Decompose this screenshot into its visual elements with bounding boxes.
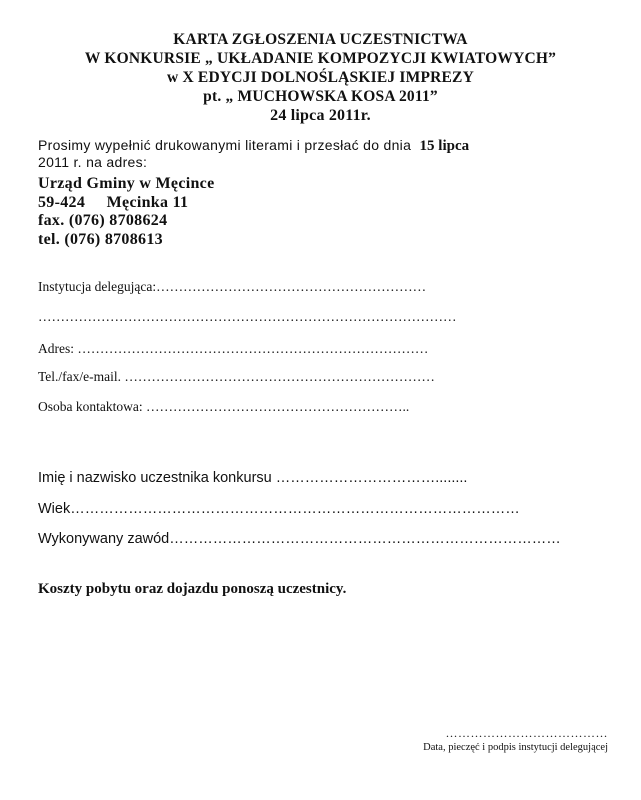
profession-field[interactable]: Wykonywany zawód……………………………………………………………………… [38,531,561,547]
instructions [38,137,618,170]
event-date: 24 lipca 2011r. [270,107,371,124]
street: Męcinka 11 [106,193,189,211]
contact-person-field[interactable]: Osoba kontaktowa: ………………………………………………….. [38,399,410,414]
instructions-text-2: 2011 r. na adres: [38,154,148,170]
institution-field-continuation[interactable]: ………………………………………………………………………………… [38,309,457,324]
signature-line[interactable]: ………………………………… [445,726,608,740]
contact-field[interactable]: Tel./fax/e-mail. …………………………………………………………… [38,369,435,384]
edition-line: w X EDYCJI DOLNOŚLĄSKIEJ IMPREZY [167,69,474,86]
signature-block [423,726,608,753]
form-header [0,30,641,125]
event-name: pt. „ MUCHOWSKA KOSA 2011” [203,88,438,105]
age-field[interactable]: Wiek………………………………………………………………………………… [38,501,520,517]
signature-caption: Data, pieczęć i podpis instytucji delegującej [423,742,608,753]
fax-number: fax. (076) 8708624 [38,212,168,229]
deadline-date: 15 lipca [419,138,470,154]
instructions-text: Prosimy wypełnić drukowanymi literami i przesłać do dnia [38,137,412,153]
form-title: KARTA ZGŁOSZENIA UCZESTNICTWA [173,31,468,48]
mailing-address [38,175,214,249]
address-field[interactable]: Adres: …………………………………………………………………… [38,341,429,356]
address-street-line [38,194,214,213]
participant-name-field[interactable]: Imię i nazwisko uczestnika konkursu ……………………………........ [38,470,468,486]
costs-note: Koszty pobytu oraz dojazdu ponoszą uczestnicy. [38,581,347,597]
institution-field[interactable]: Instytucja delegująca:…………………………………………………… [38,279,427,294]
postal-code: 59-424 [38,193,86,211]
address-name: Urząd Gminy w Męcince [38,175,215,192]
contest-name: W KONKURSIE „ UKŁADANIE KOMPOZYCJI KWIATOWYCH” [84,50,557,67]
phone-number: tel. (076) 8708613 [38,230,163,248]
